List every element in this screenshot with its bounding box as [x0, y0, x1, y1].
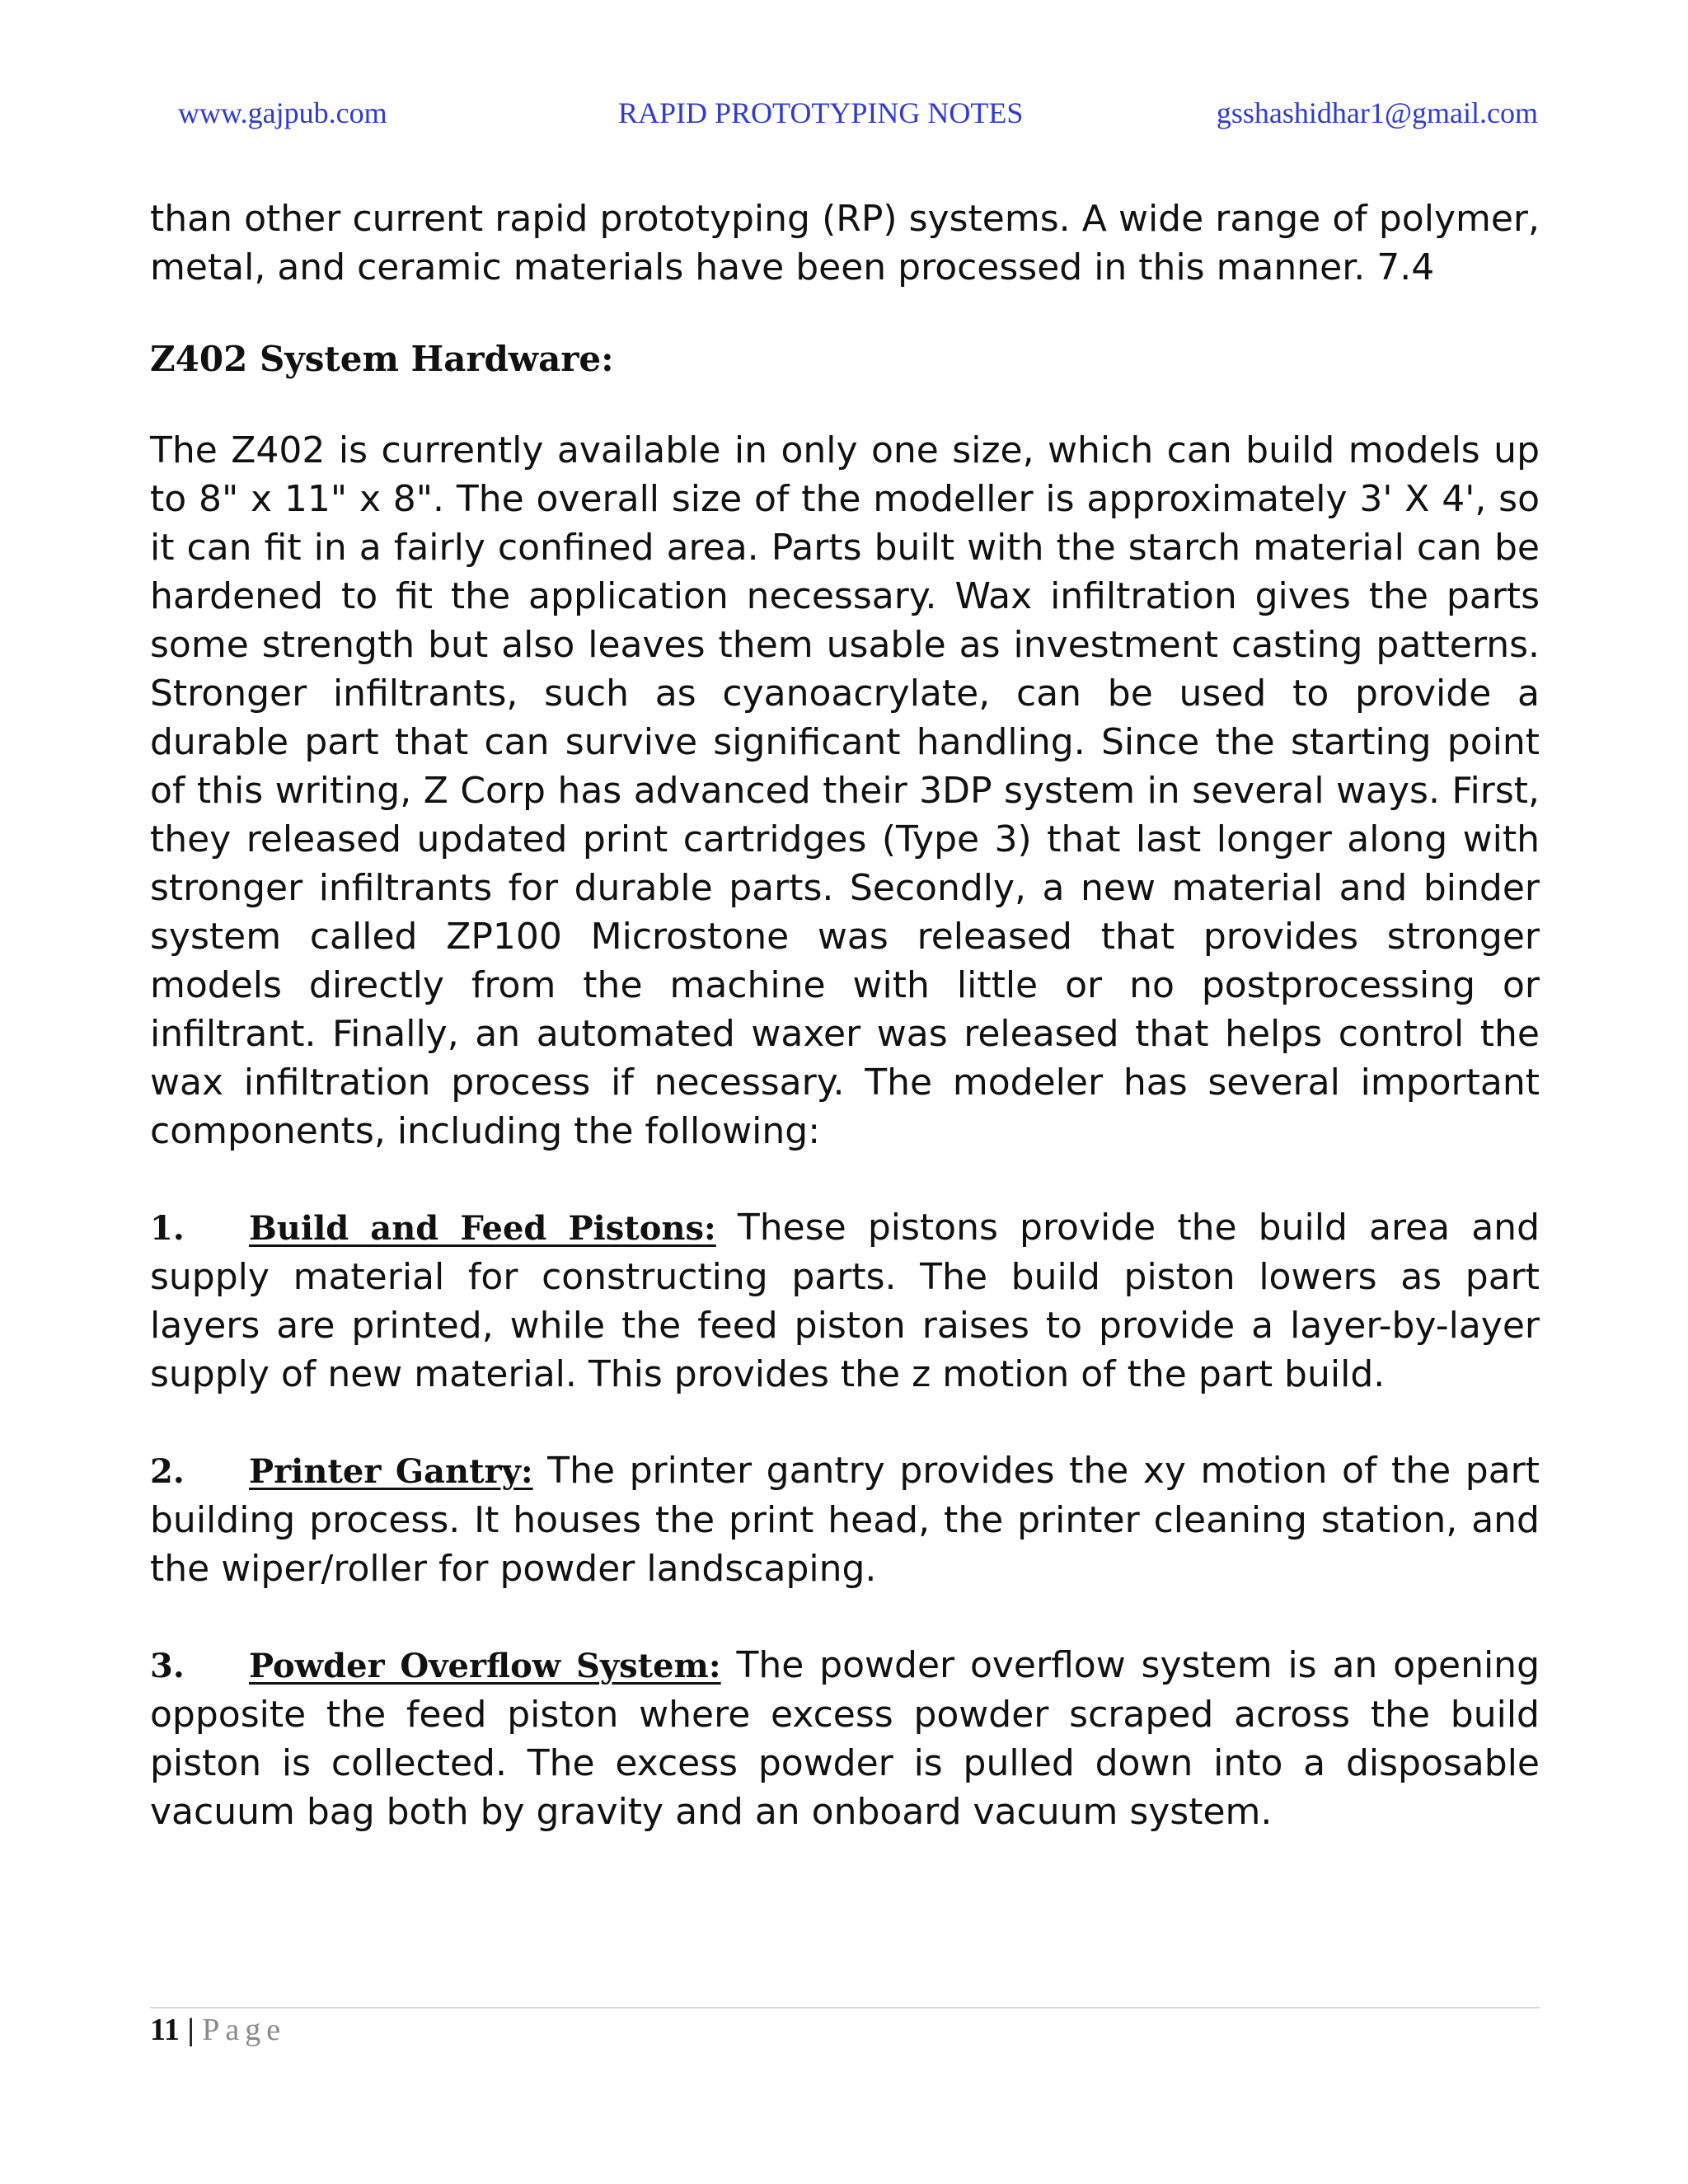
component-number: 1. — [150, 1209, 185, 1248]
body-paragraph: The Z402 is currently available in only one size, which can build models up to 8" x 11" x 8". The overall size of the modeller is approximately 3' X 4', so it can fit in a fairly confined area. Parts built with the starch material can be hardened to fit the application necessary. Wax infiltration gives the parts some strength but also leaves them usable as investment casting patterns. Stronger infiltrants, such as cyanoacrylate, can be used to provide a durable part that can survive significant handling. Since the starting point of this writing, Z Corp has advanced their 3DP system in several ways. First, they released updated print cartridges (Type 3) that last longer along with stronger infiltrants for durable parts. Secondly, a new material and binder system called ZP100 Microstone was released that provides stronger models directly from the machine with little or no postprocessing or infiltrant. Finally, an automated waxer was released that helps control the wax infiltration process if necessary. The modeler has several important components, including the following: — [150, 429, 1540, 1152]
page-content — [150, 194, 1540, 1836]
component-item-build-feed-pistons — [150, 1203, 1540, 1399]
component-title: Build and Feed Pistons: — [249, 1209, 716, 1248]
footer-divider — [150, 2007, 1540, 2008]
header-title: RAPID PROTOTYPING NOTES — [618, 96, 1024, 129]
component-item-powder-overflow-system — [150, 1641, 1540, 1836]
page-label: Page — [202, 2013, 287, 2047]
page-header — [0, 96, 1688, 145]
header-website-link[interactable]: www.gajpub.com — [178, 96, 387, 129]
component-title: Powder Overflow System: — [249, 1647, 721, 1685]
page-footer — [150, 2009, 286, 2050]
footer-separator: | — [179, 2013, 203, 2047]
header-email-link[interactable]: gsshashidhar1@gmail.com — [1216, 96, 1538, 129]
component-item-printer-gantry — [150, 1446, 1540, 1593]
component-number: 3. — [150, 1647, 185, 1685]
component-text: These pistons provide the build area and supply material for constructing parts. The build piston lowers as part layers are printed, while the feed piston raises to provide a layer-by-layer supply of new material. This provides the z motion of the part build. — [150, 1207, 1540, 1395]
page-number: 11 — [150, 2013, 180, 2047]
component-number: 2. — [150, 1452, 185, 1491]
component-text: The printer gantry provides the xy motion of the part building process. It houses the print head, the printer cleaning station, and the wiper/roller for powder landscaping. — [150, 1450, 1540, 1590]
component-title: Printer Gantry: — [249, 1452, 533, 1491]
component-text: The powder overflow system is an opening opposite the feed piston where excess powder scraped across the build piston is collected. The excess powder is pulled down into a disposable vacuum bag both by gravity and an onboard vacuum system. — [150, 1644, 1540, 1833]
intro-paragraph: than other current rapid prototyping (RP) systems. A wide range of polymer, metal, and ceramic materials have been processed in this manner. 7.4 — [150, 198, 1540, 288]
section-heading: Z402 System Hardware: — [150, 339, 614, 379]
